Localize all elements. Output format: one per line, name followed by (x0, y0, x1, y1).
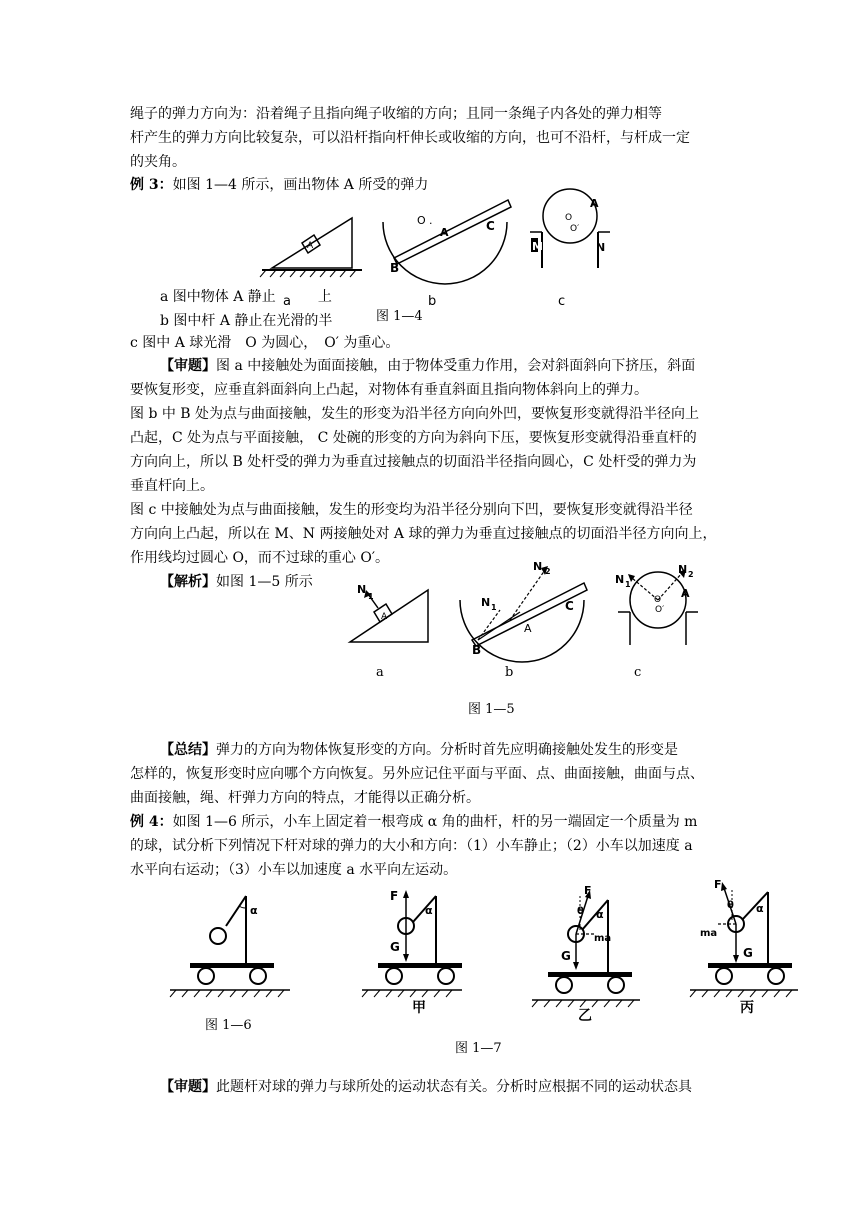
svg-text:A: A (524, 622, 532, 635)
fig14-label-A: A (307, 241, 314, 251)
svg-text:G: G (743, 946, 753, 960)
fig14-label-C: C (486, 219, 495, 233)
analysis-line: 【审题】图 a 中接触处为面面接触，由于物体受重力作用，会对斜面斜向下挤压，斜面 (160, 358, 696, 374)
svg-text:N: N (678, 563, 688, 576)
svg-text:G: G (390, 940, 400, 954)
svg-text:1: 1 (491, 603, 497, 612)
svg-text:1: 1 (368, 592, 374, 601)
svg-text:θ: θ (577, 906, 584, 917)
svg-text:F: F (714, 878, 722, 891)
analysis-line: 凸起，C 处为点与平面接触， C 处碗的形变的方向为斜向下压，要恢复形变就得沿垂直杆的 (130, 430, 697, 446)
svg-text:O′: O′ (655, 605, 665, 615)
example-label: 例 3： (130, 177, 173, 193)
paragraph-line: 杆产生的弹力方向比较复杂，可以沿杆指向杆伸长或收缩的方向，也可不沿杆，与杆成一定 (130, 130, 690, 146)
fig17-cart-bing (690, 878, 798, 1016)
svg-text:2: 2 (545, 567, 551, 576)
summary-line: 【总结】弹力的方向为物体恢复形变的方向。分析时首先应明确接触处发生的形变是 (160, 742, 678, 758)
paragraph-line: 的夹角。 (130, 154, 186, 170)
figure-note-b: b 图中杆 A 静止在光滑的半 (160, 313, 333, 329)
svg-text:α: α (756, 902, 764, 915)
figure-note-a: a 图中物体 A 静止 上 (160, 289, 332, 305)
fig16-cart (170, 896, 290, 997)
svg-text:1: 1 (625, 580, 631, 589)
fig15-sub-b: b (505, 665, 514, 680)
svg-text:θ: θ (727, 900, 734, 911)
fig14-caption: 图 1—4 (376, 309, 423, 324)
analysis-line: 作用线均过圆心 O，而不过球的重心 O′。 (130, 550, 390, 566)
analysis-line: 方向向上，所以 B 处杆受的弹力为垂直过接触点的切面沿半径指向圆心，C 处杆受的弹力为 (130, 454, 697, 470)
svg-text:G: G (561, 949, 571, 963)
example-text: 如图 1—4 所示，画出物体 A 所受的弹力 (172, 177, 429, 193)
fig14-label-A2: A (440, 226, 449, 239)
analysis-line: 【审题】此题杆对球的弹力与球所处的运动状态有关。分析时应根据不同的运动状态具 (160, 1079, 692, 1095)
svg-text:ma: ma (700, 928, 718, 939)
fig14-label-B: B (390, 261, 400, 275)
svg-text:A: A (590, 197, 599, 210)
svg-text:N: N (596, 241, 606, 254)
svg-text:B: B (472, 643, 482, 657)
fig16-caption: 图 1—6 (205, 1018, 252, 1033)
svg-text:N: N (615, 573, 625, 586)
figure-note-c: c 图中 A 球光滑 O 为圆心， O′ 为重心。 (130, 335, 400, 351)
analysis-line: 垂直杆向上。 (130, 478, 214, 494)
fig14-label-O: O (417, 214, 426, 227)
fig14-label-O-c: O (565, 213, 573, 223)
svg-text:.: . (429, 214, 433, 227)
fig15-sub-c: c (634, 665, 642, 680)
fig17-cart-yi (532, 884, 640, 1024)
svg-text:F: F (584, 884, 592, 897)
svg-text:N: N (357, 583, 367, 596)
analysis-line: 图 c 中接触处为点与曲面接触，发生的形变均为沿半径分别向下凹，要恢复形变就得沿半径 (130, 502, 693, 518)
svg-text:M: M (532, 240, 543, 253)
svg-text:α: α (596, 908, 604, 921)
svg-text:ma: ma (594, 933, 612, 944)
example-4-line: 水平向右运动；（3）小车以加速度 a 水平向左运动。 (130, 862, 458, 878)
svg-text:A: A (381, 612, 388, 622)
fig17-label-jia: 甲 (412, 1000, 426, 1016)
analysis-line: 要恢复形变，应垂直斜面斜向上凸起，对物体有垂直斜面且指向物体斜向上的弹力。 (130, 382, 648, 398)
fig15-sub-a: a (376, 665, 384, 680)
svg-text:N: N (533, 560, 543, 573)
svg-text:F: F (390, 889, 399, 903)
fig17-caption: 图 1—7 (455, 1041, 502, 1056)
svg-text:N: N (481, 596, 491, 609)
svg-text:A: A (681, 587, 690, 600)
example-4-line: 例 4：如图 1—6 所示，小车上固定着一根弯成 α 角的曲杆，杆的另一端固定一个质量为 m (130, 814, 698, 830)
example-4-line: 的球，试分析下列情况下杆对球的弹力的大小和方向：（1）小车静止；（2）小车以加速度 a (130, 838, 693, 854)
svg-text:O: O (654, 595, 662, 605)
svg-text:α: α (250, 904, 258, 917)
fig14-sub-b: b (428, 294, 437, 309)
fig15-caption: 图 1—5 (468, 702, 515, 717)
solution-heading: 【解析】如图 1—5 所示 (160, 574, 313, 590)
fig17-label-yi: 乙 (578, 1008, 592, 1024)
fig17-cart-jia (362, 889, 462, 1016)
paragraph-line: 绳子的弹力方向为：沿着绳子且指向绳子收缩的方向；且同一条绳子内各处的弹力相等 (130, 106, 662, 122)
fig14-label-O2: O′ (570, 224, 580, 234)
svg-text:2: 2 (688, 570, 694, 579)
summary-line: 怎样的，恢复形变时应向哪个方向恢复。另外应记住平面与平面、点、曲面接触，曲面与点、 (130, 766, 704, 782)
fig14-sub-a: a (283, 294, 291, 309)
summary-line: 曲面接触，绳、杆弹力方向的特点，才能得以正确分析。 (130, 790, 480, 806)
svg-text:C: C (565, 599, 574, 613)
fig17-label-bing: 丙 (740, 1000, 754, 1016)
analysis-line: 方向向上凸起，所以在 M、N 两接触处对 A 球的弹力为垂直过接触点的切面沿半径方向向上， (130, 526, 717, 542)
fig14-sub-c: c (558, 294, 566, 309)
analysis-line: 图 b 中 B 处为点与曲面接触，发生的形变为沿半径方向向外凹，要恢复形变就得沿半径向上 (130, 406, 700, 422)
svg-text:α: α (425, 904, 433, 917)
